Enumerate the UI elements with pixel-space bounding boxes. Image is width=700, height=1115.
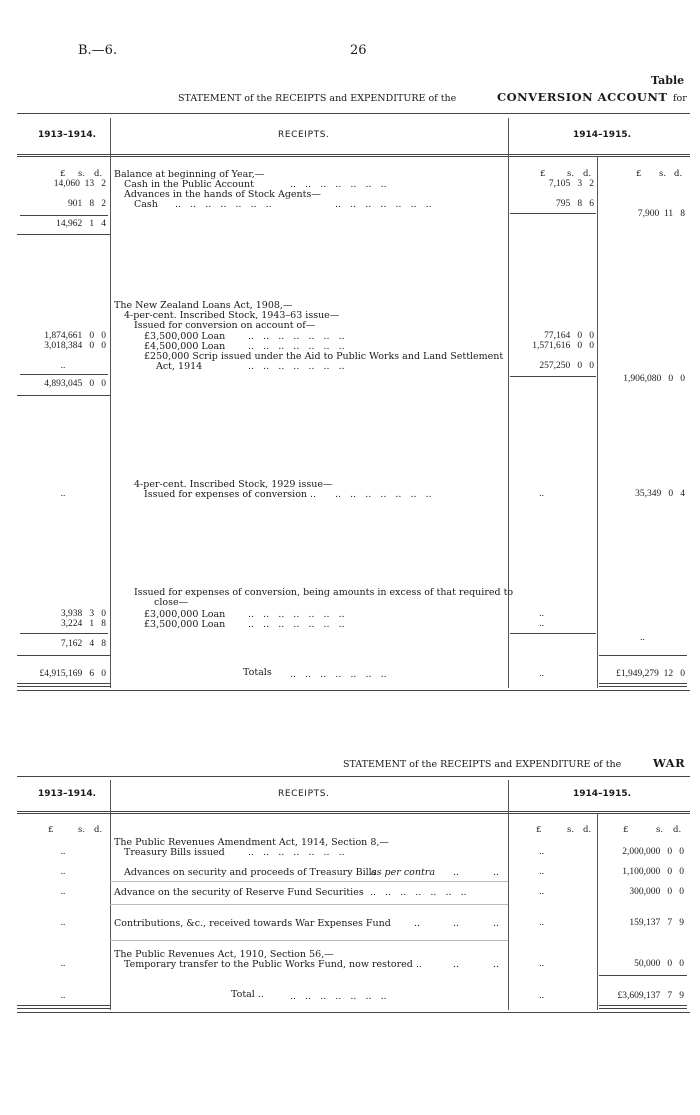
double-rule (17, 683, 110, 687)
dots: .. (60, 847, 66, 857)
t1-right-cash: 7,105 3 2 (548, 179, 594, 189)
dots: .. (539, 887, 544, 897)
t2-title-bold: WAR (653, 756, 686, 770)
t1-left-l45: 3,018,384 0 0 (44, 341, 106, 351)
t1-col-left-head: 1913–1914. (38, 130, 97, 140)
t1-excess-1: Issued for expenses of conversion, being amounts in excess of that required to (134, 587, 514, 598)
unit-d: d. (583, 825, 592, 835)
dots: .. (539, 991, 544, 1001)
unit-d: d. (673, 825, 682, 835)
t1-mid-grand: .. (539, 669, 544, 679)
table-word: Table (651, 74, 685, 87)
rule (17, 813, 690, 814)
unit-s: s. (78, 825, 86, 835)
col-divider (597, 156, 598, 688)
t2-total-right: £3,609,137 7 9 (617, 991, 684, 1001)
dots: .. (60, 867, 66, 877)
unit-pound: £ (536, 825, 542, 835)
double-rule (599, 683, 687, 687)
unit-d: d. (94, 169, 103, 179)
t2-adv-sec: Advances on security and proceeds of Treasury Bills (124, 867, 377, 878)
t2-adv-sec-right: 1,100,000 0 0 (622, 867, 684, 877)
t2-adv-sec-italic: as per contra (371, 867, 436, 878)
row-rule (110, 881, 508, 882)
t2-pra1910-2: Temporary transfer to the Public Works Fund, now restored .. (124, 959, 422, 970)
page-number: 26 (350, 43, 367, 58)
unit-d: d. (674, 169, 683, 179)
leader-dots: .. .. .. .. .. .. .. (248, 619, 345, 630)
dots: .. (414, 918, 421, 929)
page-series: B.—6. (78, 43, 118, 58)
t1-mid-l35b: .. (539, 619, 544, 629)
dots: .. (539, 918, 544, 928)
rule (20, 215, 108, 216)
t2-col-mid-head: RECEIPTS. (278, 789, 330, 799)
t1-loan-35b: £3,500,000 Loan (144, 619, 226, 630)
dots: .. (493, 959, 500, 970)
dots: .. (539, 867, 544, 877)
t2-contrib-right: 159,137 7 9 (629, 918, 684, 928)
t1-adv-label: Advances in the hands of Stock Agents— (124, 189, 321, 200)
unit-s: s. (567, 169, 575, 179)
t1-right-1929: 35,349 0 4 (635, 489, 685, 499)
t1-nz-heading: The New Zealand Loans Act, 1908,— (114, 300, 293, 311)
leader-dots: .. .. .. .. .. .. .. (290, 991, 387, 1002)
rule (17, 811, 690, 812)
rule (17, 113, 690, 114)
dots: .. (60, 959, 66, 969)
t2-col-left-head: 1913–1914. (38, 789, 97, 799)
row-rule (110, 904, 508, 905)
rule (510, 633, 596, 634)
t2-title-pre: STATEMENT of the RECEIPTS and EXPENDITURE of the (343, 759, 622, 770)
unit-s: s. (659, 169, 667, 179)
t1-right-total3: .. (640, 633, 645, 643)
t1-totals-label: Totals (243, 667, 272, 678)
rule (20, 633, 108, 634)
t1-left-total3: 7,162 4 8 (60, 639, 106, 649)
t1-right-l35: 77,164 0 0 (544, 331, 594, 341)
t1-col-mid-head: RECEIPTS. (278, 130, 330, 140)
unit-d: d. (583, 169, 592, 179)
t2-pra1910-right: 50,000 0 0 (634, 959, 684, 969)
t1-cash-label: Cash in the Public Account (124, 179, 254, 190)
t2-pra-right: 2,000,000 0 0 (622, 847, 684, 857)
t1-left-adv: 901 8 2 (68, 199, 106, 209)
t1-title-post: for (673, 93, 687, 104)
leader-dots: .. .. .. .. .. .. .. (335, 489, 432, 500)
leader-dots: .. .. .. .. .. .. .. (248, 331, 345, 342)
t1-nz-sub2: Issued for conversion on account of— (134, 320, 316, 331)
leader-dots: .. .. .. .. .. .. .. (248, 341, 345, 352)
t1-left-scrip: .. (60, 361, 66, 371)
dots: .. (493, 867, 500, 878)
leader-dots: .. .. .. .. .. .. .. (248, 609, 345, 620)
leader-dots: .. .. .. .. .. .. .. (290, 669, 387, 680)
t1-balance-heading: Balance at beginning of Year,— (114, 169, 265, 180)
t1-excess-2: close— (154, 597, 189, 608)
t1-right-total1: 7,900 11 8 (637, 209, 685, 219)
t1-adv-cash-label: Cash (134, 199, 158, 210)
t1-loan-30: £3,000,000 Loan (144, 609, 226, 620)
double-rule (599, 1005, 687, 1009)
t2-pra-1: The Public Revenues Amendment Act, 1914, Section 8,— (114, 837, 389, 848)
dots: .. (60, 887, 66, 897)
t1-left-total1: 14,962 1 4 (56, 219, 106, 229)
t1-nz-sub: 4-per-cent. Inscribed Stock, 1943–63 issue— (124, 310, 340, 321)
rule (17, 1012, 690, 1013)
unit-pound: £ (48, 825, 54, 835)
t1-1929-2: Issued for expenses of conversion .. (144, 489, 317, 500)
t1-col-right-head: 1914–1915. (573, 130, 632, 140)
t1-left-1929: .. (60, 489, 66, 499)
t1-right-scrip: 257,250 0 0 (539, 361, 594, 371)
t1-scrip-1: £250,000 Scrip issued under the Aid to Public Works and Land Settlement (144, 351, 504, 362)
t1-mid-l30: .. (539, 609, 544, 619)
unit-s: s. (567, 825, 575, 835)
t1-right-adv: 795 8 6 (556, 199, 594, 209)
dots: .. (493, 918, 500, 929)
t1-left-l35b: 3,224 1 8 (60, 619, 106, 629)
unit-pound: £ (636, 169, 642, 179)
t1-left-l35: 1,874,661 0 0 (44, 331, 106, 341)
rule (17, 655, 110, 656)
t1-mid-1929: .. (539, 489, 544, 499)
leader-dots: .. .. .. .. .. .. .. (248, 361, 345, 372)
rule (599, 975, 687, 976)
unit-d: d. (94, 825, 103, 835)
rule (20, 374, 108, 375)
unit-pound: £ (60, 169, 66, 179)
double-rule (17, 1005, 110, 1009)
t2-reserve-right: 300,000 0 0 (629, 887, 684, 897)
t2-pra1910-1: The Public Revenues Act, 1910, Section 56,— (114, 949, 334, 960)
t2-total-label: Total .. (231, 989, 264, 1000)
t1-title-bold: CONVERSION ACCOUNT (497, 90, 668, 104)
rule (17, 234, 110, 235)
col-divider (597, 813, 598, 1010)
t1-left-cash: 14,060 13 2 (53, 179, 106, 189)
leader-dots: .. .. .. .. .. .. .. (248, 847, 345, 858)
unit-s: s. (656, 825, 664, 835)
dots: .. (60, 918, 66, 928)
col-divider (508, 780, 509, 1010)
rule (17, 395, 110, 396)
t1-title-pre: STATEMENT of the RECEIPTS and EXPENDITURE of the (178, 93, 457, 104)
leader-dots: .. .. .. .. .. .. .. (175, 199, 272, 210)
t1-left-grand: £4,915,169 6 0 (39, 669, 106, 679)
dots: .. (539, 847, 544, 857)
t2-contrib: Contributions, &c., received towards War Expenses Fund (114, 918, 391, 929)
t1-1929-1: 4-per-cent. Inscribed Stock, 1929 issue— (134, 479, 333, 490)
t2-col-right-head: 1914–1915. (573, 789, 632, 799)
t1-right-grand: £1,949,279 12 0 (616, 669, 685, 679)
t1-right-total2: 1,906,080 0 0 (623, 374, 685, 384)
t1-scrip-2: Act, 1914 (156, 361, 203, 372)
col-divider (110, 780, 111, 1010)
unit-pound: £ (540, 169, 546, 179)
rule (17, 690, 690, 691)
dots: .. (539, 959, 544, 969)
unit-s: s. (78, 169, 86, 179)
rule (17, 154, 690, 155)
t2-reserve: Advance on the security of Reserve Fund Securities (114, 887, 364, 898)
leader-dots: .. .. .. .. .. .. .. (370, 887, 467, 898)
col-divider (110, 118, 111, 688)
t1-left-l30: 3,938 3 0 (60, 609, 106, 619)
dots: .. (453, 867, 460, 878)
t1-loan-35: £3,500,000 Loan (144, 331, 226, 342)
t2-pra-2: Treasury Bills issued (124, 847, 225, 858)
unit-pound: £ (623, 825, 629, 835)
dots: .. (453, 918, 460, 929)
rule (17, 156, 690, 157)
row-rule (110, 940, 508, 941)
dots: .. (453, 959, 460, 970)
t1-left-total2: 4,893,045 0 0 (44, 379, 106, 389)
dots: .. (60, 991, 66, 1001)
leader-dots: .. .. .. .. .. .. .. (290, 179, 387, 190)
t1-loan-45: £4,500,000 Loan (144, 341, 226, 352)
t1-right-l45: 1,571,616 0 0 (532, 341, 594, 351)
rule (510, 376, 596, 377)
rule (510, 213, 596, 214)
col-divider (508, 118, 509, 688)
leader-dots: .. .. .. .. .. .. .. (335, 199, 432, 210)
rule (17, 776, 690, 777)
rule (599, 655, 687, 656)
